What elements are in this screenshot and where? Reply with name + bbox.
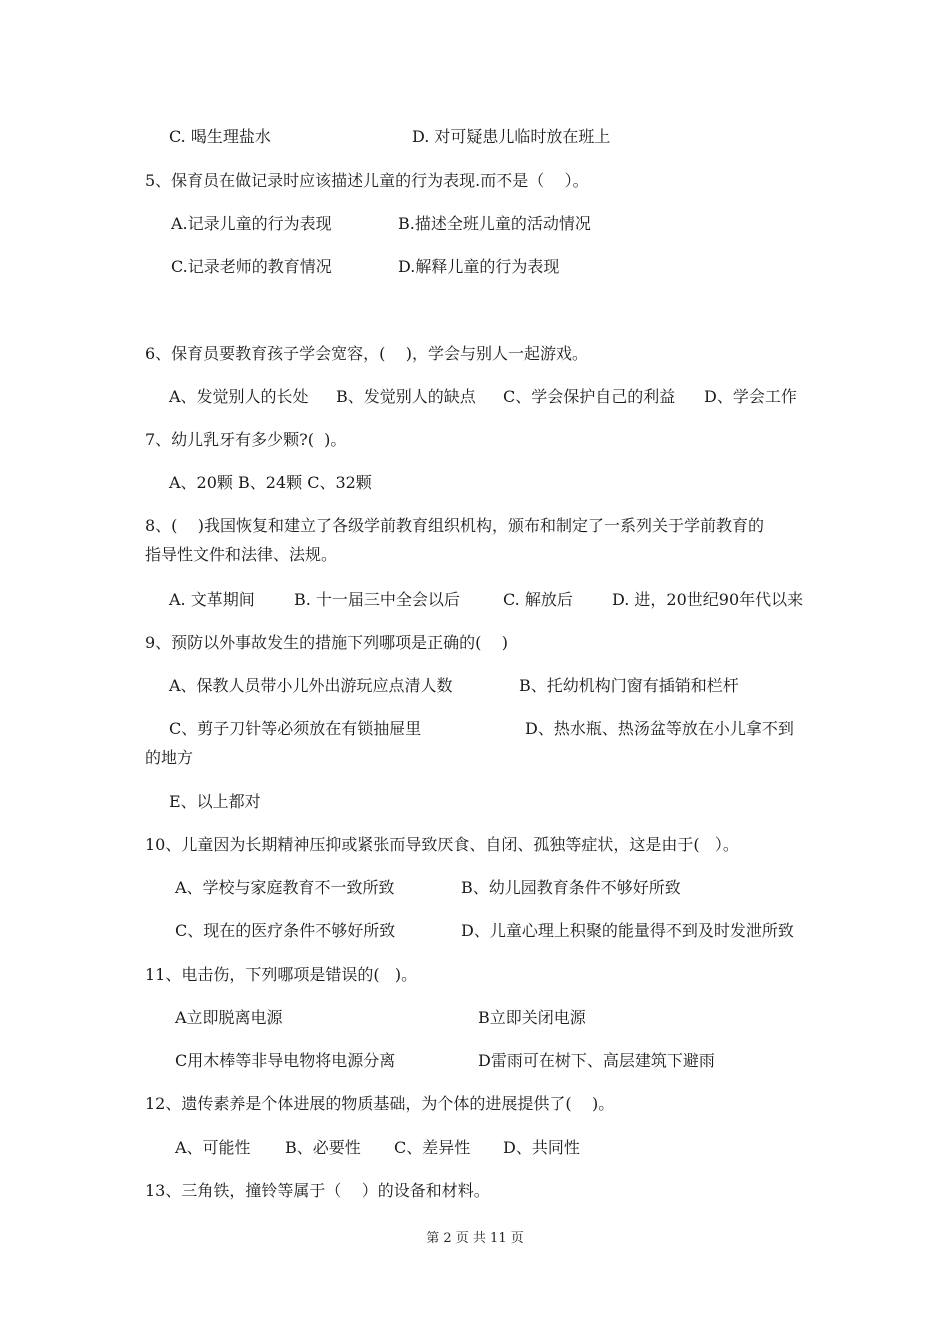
q9-option-d-line1: D、热水瓶、热汤盆等放在小儿拿不到 — [525, 719, 794, 738]
q9-stem: 9、预防以外事故发生的措施下列哪项是正确的( ) — [145, 633, 509, 652]
q12-option-b: B、必要性 — [285, 1138, 361, 1157]
q6-option-a: A、发觉别人的长处 — [169, 387, 309, 406]
q6-option-d: D、学会工作 — [704, 387, 797, 406]
q12-option-d: D、共同性 — [503, 1138, 580, 1157]
q8-option-d: D. 进，20世纪90年代以来 — [612, 590, 804, 609]
q9-option-c: C、剪子刀针等必须放在有锁抽屉里 — [169, 719, 422, 738]
q4-option-c: C. 喝生理盐水 — [169, 127, 271, 146]
q6-option-c: C、学会保护自己的利益 — [503, 387, 676, 406]
q7-options: A、20颗 B、24颗 C、32颗 — [169, 473, 372, 492]
q8-stem-line2: 指导性文件和法律、法规。 — [145, 545, 338, 564]
q9-option-e: E、以上都对 — [169, 792, 261, 811]
page-number-footer: 第 2 页 共 11 页 — [426, 1231, 524, 1246]
q6-option-b: B、发觉别人的缺点 — [336, 387, 476, 406]
q13-stem: 13、三角铁，撞铃等属于（ ）的设备和材料。 — [145, 1181, 490, 1200]
q8-option-c: C. 解放后 — [503, 590, 573, 609]
q11-stem: 11、电击伤，下列哪项是错误的( )。 — [145, 965, 418, 984]
q5-option-b: B.描述全班儿童的活动情况 — [398, 214, 591, 233]
q11-option-a: A立即脱离电源 — [175, 1008, 283, 1027]
q4-option-d: D. 对可疑患儿临时放在班上 — [412, 127, 611, 146]
q6-stem: 6、保育员要教育孩子学会宽容，( )，学会与别人一起游戏。 — [145, 344, 589, 363]
q9-option-d-line2: 的地方 — [145, 748, 194, 767]
q8-option-a: A. 文革期间 — [169, 590, 255, 609]
q12-option-a: A、可能性 — [175, 1138, 251, 1157]
q5-option-c: C.记录老师的教育情况 — [171, 257, 332, 276]
q5-option-d: D.解释儿童的行为表现 — [398, 257, 560, 276]
q10-option-b: B、幼儿园教育条件不够好所致 — [461, 878, 681, 897]
q5-option-a: A.记录儿童的行为表现 — [171, 214, 332, 233]
q12-stem: 12、遗传素养是个体进展的物质基础，为个体的进展提供了( )。 — [145, 1094, 615, 1113]
q9-option-b: B、托幼机构门窗有插销和栏杆 — [519, 676, 739, 695]
q5-stem: 5、保育员在做记录时应该描述儿童的行为表现.而不是（ ）。 — [145, 171, 589, 190]
q10-stem: 10、儿童因为长期精神压抑或紧张而导致厌食、自闭、孤独等症状，这是由于( ）。 — [145, 835, 739, 854]
q9-option-a: A、保教人员带小儿外出游玩应点清人数 — [169, 676, 453, 695]
q12-option-c: C、差异性 — [394, 1138, 471, 1157]
q11-option-d: D雷雨可在树下、高层建筑下避雨 — [478, 1051, 715, 1070]
q10-option-d: D、儿童心理上积聚的能量得不到及时发泄所致 — [461, 921, 794, 940]
q11-option-b: B立即关闭电源 — [478, 1008, 586, 1027]
q10-option-c: C、现在的医疗条件不够好所致 — [175, 921, 396, 940]
q8-stem-line1: 8、( )我国恢复和建立了各级学前教育组织机构，颁布和制定了一系列关于学前教育的 — [145, 516, 765, 535]
q10-option-a: A、学校与家庭教育不一致所致 — [175, 878, 395, 897]
q7-stem: 7、幼儿乳牙有多少颗?( )。 — [145, 430, 347, 449]
q8-option-b: B. 十一届三中全会以后 — [294, 590, 460, 609]
q11-option-c: C用木棒等非导电物将电源分离 — [175, 1051, 396, 1070]
